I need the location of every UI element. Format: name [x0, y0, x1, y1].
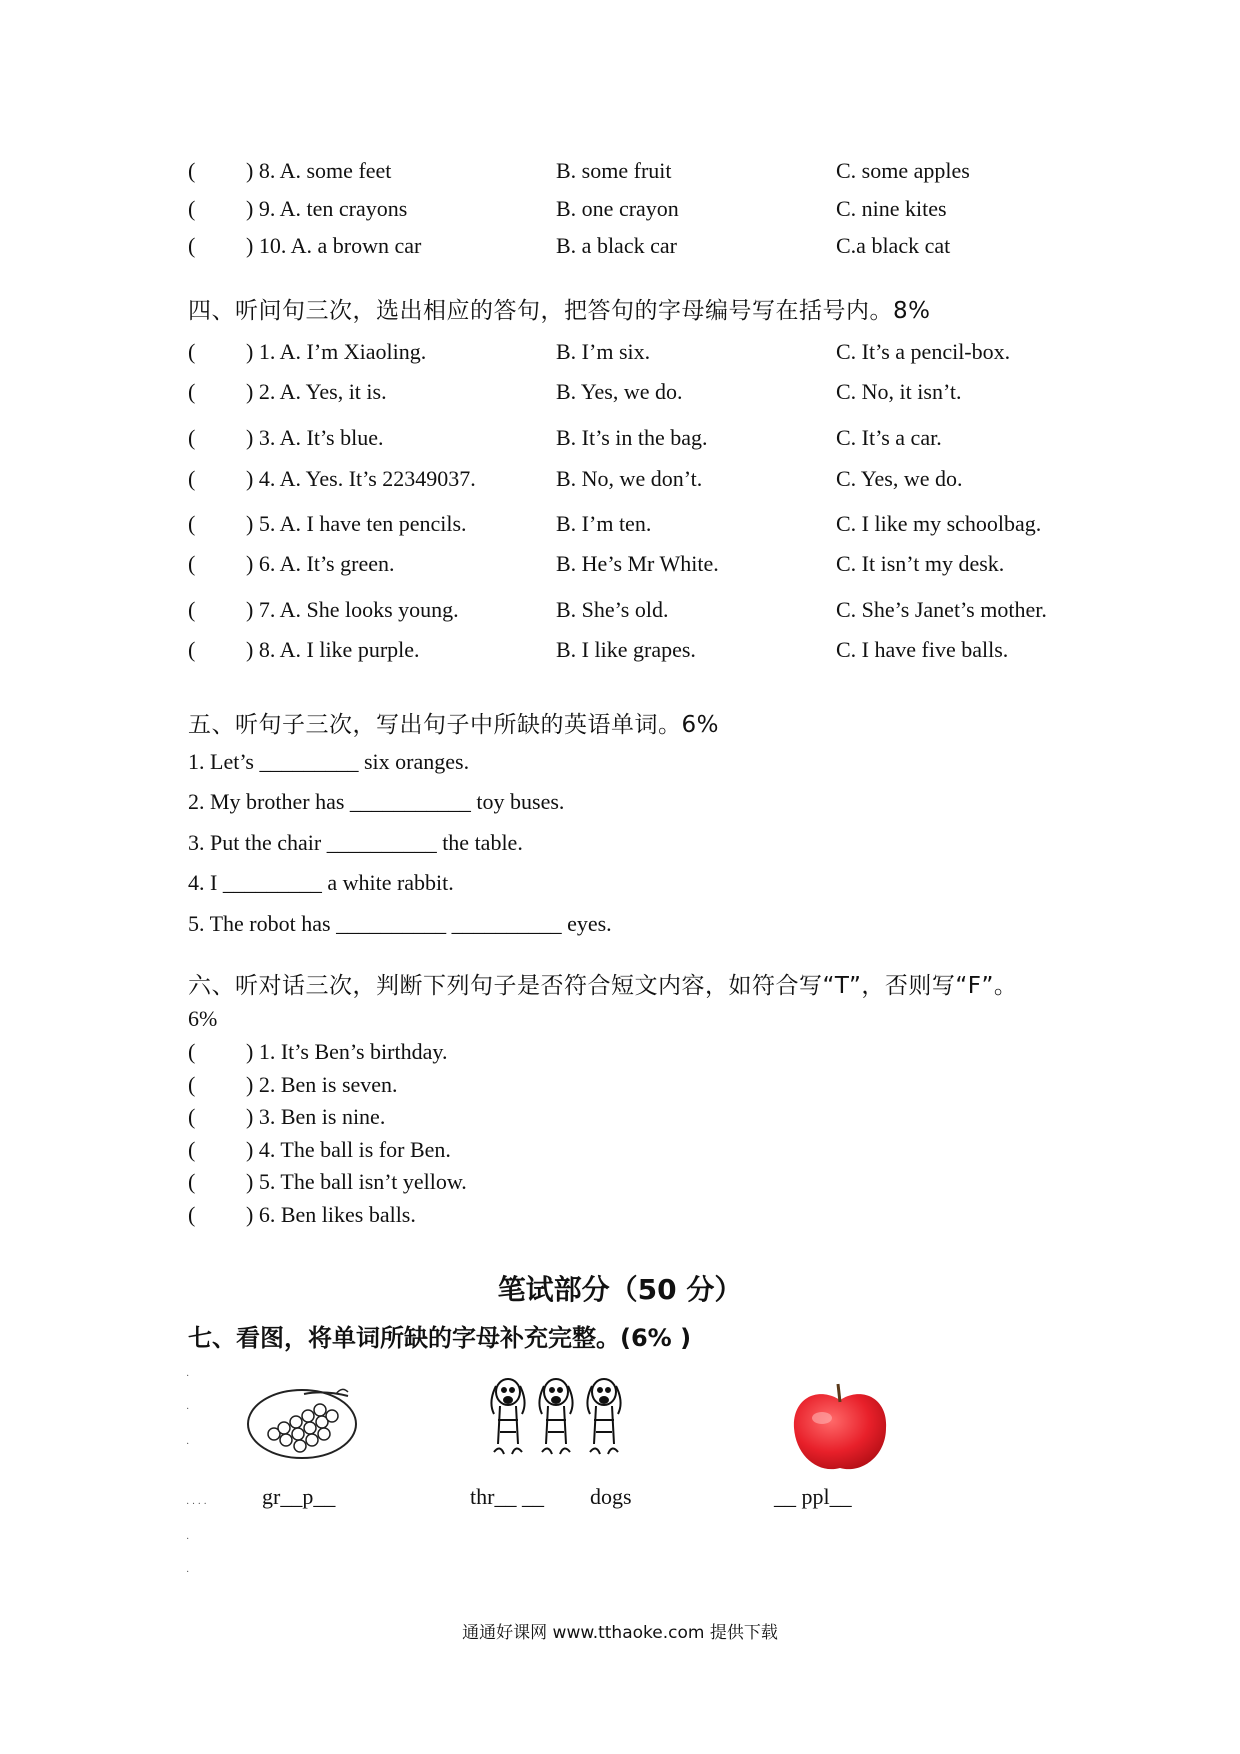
true-false-row: [188, 1068, 1108, 1102]
option-c: C. It’s a pencil-box.: [836, 339, 1011, 364]
question-row: [188, 421, 1108, 455]
answer-paren: (: [188, 1104, 196, 1129]
option-b: B. Yes, we do.: [556, 379, 683, 404]
margin-dot: · · · ·: [186, 1499, 207, 1510]
option-b: B. a black car: [556, 233, 677, 258]
question-row: [188, 375, 1108, 409]
question-row: [188, 192, 1108, 226]
option-a: ) 2. A. Yes, it is.: [246, 379, 387, 404]
option-a: ) 3. A. It’s blue.: [246, 425, 384, 450]
option-c: C. I have five balls.: [836, 637, 1009, 662]
option-b: B. He’s Mr White.: [556, 551, 719, 576]
answer-paren: (: [188, 597, 196, 622]
dogs-word: dogs: [590, 1484, 632, 1509]
option-c: C. She’s Janet’s mother.: [836, 597, 1047, 622]
option-a: ) 10. A. a brown car: [246, 233, 422, 258]
question-row: [188, 229, 1108, 263]
question-row: [188, 154, 1108, 188]
section4-title: 四、听问句三次，选出相应的答句，把答句的字母编号写在括号内。8%: [188, 298, 931, 324]
true-false-row: [188, 1165, 1108, 1199]
fill-blank-line: 1. Let’s _________ six oranges.: [188, 749, 470, 774]
option-c: C. It isn’t my desk.: [836, 551, 1005, 576]
margin-dot: ·: [186, 1371, 190, 1382]
fill-blank-line: 2. My brother has ___________ toy buses.: [188, 789, 565, 814]
margin-dot: ·: [186, 1567, 190, 1578]
answer-paren: (: [188, 1169, 196, 1194]
statement: ) 4. The ball is for Ben.: [246, 1137, 451, 1162]
statement: ) 3. Ben is nine.: [246, 1104, 386, 1129]
fill-blank-line: 3. Put the chair __________ the table.: [188, 830, 523, 855]
question-row: [188, 335, 1108, 369]
option-b: B. some fruit: [556, 158, 672, 183]
answer-paren: (: [188, 196, 196, 221]
option-b: B. I’m six.: [556, 339, 651, 364]
option-a: ) 9. A. ten crayons: [246, 196, 408, 221]
written-part-heading: 笔试部分（50 分）: [497, 1273, 743, 1306]
option-a: ) 5. A. I have ten pencils.: [246, 511, 467, 536]
answer-paren: (: [188, 637, 196, 662]
answer-paren: (: [188, 158, 196, 183]
option-a: ) 8. A. some feet: [246, 158, 392, 183]
answer-paren: (: [188, 1072, 196, 1097]
true-false-row: [188, 1198, 1108, 1232]
statement: ) 5. The ball isn’t yellow.: [246, 1169, 467, 1194]
option-a: ) 4. A. Yes. It’s 22349037.: [246, 466, 476, 491]
answer-paren: (: [188, 379, 196, 404]
answer-paren: (: [188, 1202, 196, 1227]
answer-paren: (: [188, 466, 196, 491]
question-row: [188, 633, 1108, 667]
answer-paren: (: [188, 551, 196, 576]
option-b: B. No, we don’t.: [556, 466, 703, 491]
answer-paren: (: [188, 1039, 196, 1064]
answer-paren: (: [188, 233, 196, 258]
option-a: ) 7. A. She looks young.: [246, 597, 459, 622]
option-b: B. I like grapes.: [556, 637, 696, 662]
three-dogs-icon: [484, 1372, 630, 1462]
margin-dot: ·: [186, 1534, 190, 1545]
question-row: [188, 593, 1108, 627]
option-c: C. I like my schoolbag.: [836, 511, 1042, 536]
true-false-row: [188, 1035, 1108, 1069]
margin-dot: ·: [186, 1439, 190, 1450]
option-c: C.a black cat: [836, 233, 951, 258]
question-row: [188, 507, 1108, 541]
section7-title: 七、看图，将单词所缺的字母补充完整。(6% ): [188, 1324, 692, 1352]
section5-title: 五、听句子三次，写出句子中所缺的英语单词。6%: [188, 712, 719, 738]
option-b: B. one crayon: [556, 196, 679, 221]
option-a: ) 1. A. I’m Xiaoling.: [246, 339, 427, 364]
option-b: B. I’m ten.: [556, 511, 652, 536]
option-c: C. It’s a car.: [836, 425, 942, 450]
question-row: [188, 547, 1108, 581]
option-c: C. No, it isn’t.: [836, 379, 962, 404]
question-row: [188, 462, 1108, 496]
grapes-word: gr__p__: [262, 1484, 336, 1509]
true-false-row: [188, 1100, 1108, 1134]
answer-paren: (: [188, 511, 196, 536]
answer-paren: (: [188, 339, 196, 364]
fill-blank-line: 4. I _________ a white rabbit.: [188, 870, 454, 895]
option-c: C. Yes, we do.: [836, 466, 963, 491]
option-c: C. nine kites: [836, 196, 947, 221]
option-b: B. It’s in the bag.: [556, 425, 708, 450]
statement: ) 6. Ben likes balls.: [246, 1202, 416, 1227]
option-b: B. She’s old.: [556, 597, 669, 622]
statement: ) 1. It’s Ben’s birthday.: [246, 1039, 448, 1064]
section6-title-cont: 6%: [188, 1006, 218, 1031]
answer-paren: (: [188, 425, 196, 450]
grapes-icon: [244, 1380, 364, 1462]
apple-word: __ ppl__: [774, 1484, 852, 1509]
answer-paren: (: [188, 1137, 196, 1162]
statement: ) 2. Ben is seven.: [246, 1072, 398, 1097]
fill-blank-line: 5. The robot has __________ __________ eyes.: [188, 911, 612, 936]
footer-credit: 通通好课网 www.tthaoke.com 提供下载: [462, 1623, 778, 1643]
section6-title: 六、听对话三次，判断下列句子是否符合短文内容，如符合写“T”，否则写“F”。: [188, 973, 1018, 999]
apple-icon: [788, 1380, 892, 1476]
margin-dot: ·: [186, 1404, 190, 1415]
option-a: ) 6. A. It’s green.: [246, 551, 395, 576]
three-word: thr__ __: [470, 1484, 544, 1509]
option-c: C. some apples: [836, 158, 970, 183]
true-false-row: [188, 1133, 1108, 1167]
option-a: ) 8. A. I like purple.: [246, 637, 420, 662]
